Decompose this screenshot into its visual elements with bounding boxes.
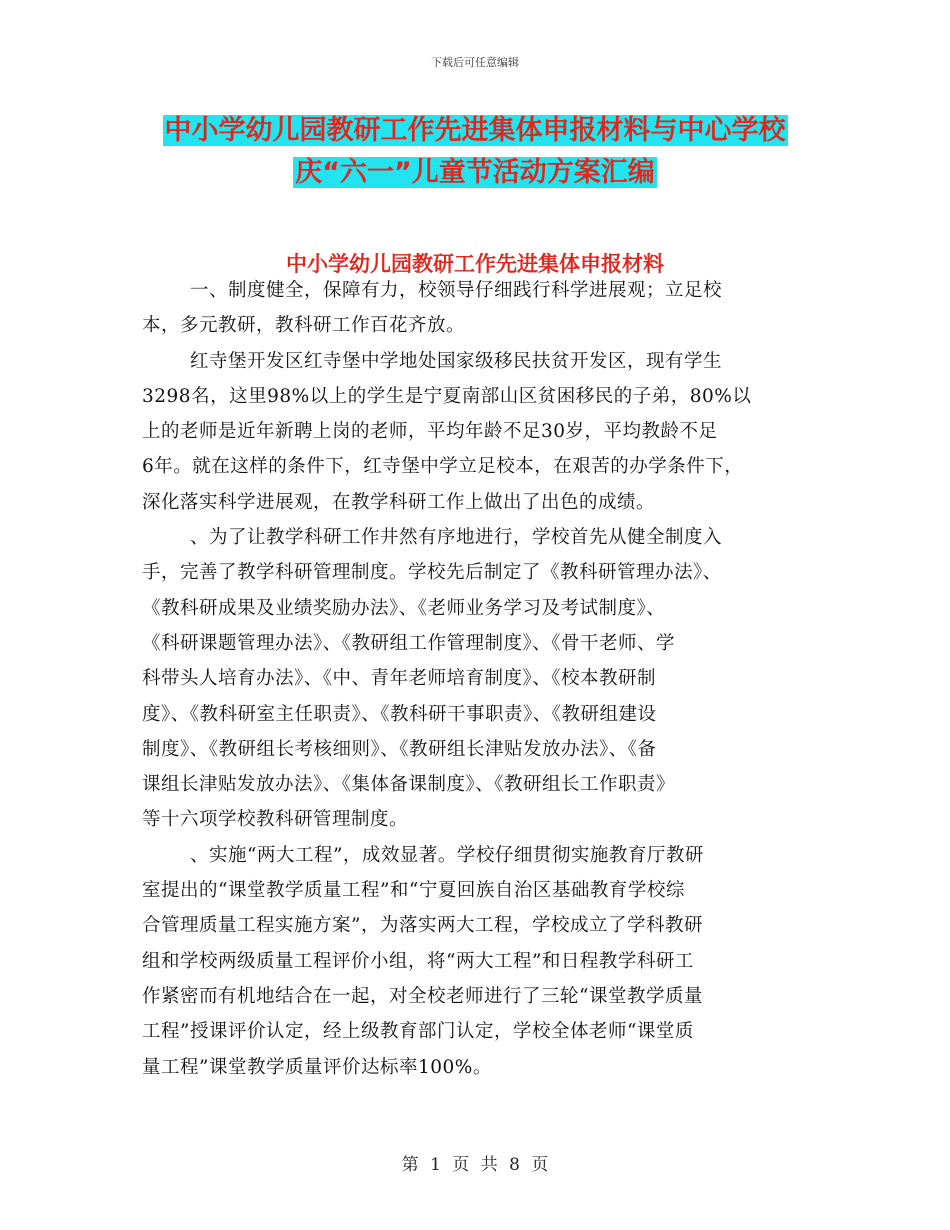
body-line: 、为了让教学科研工作井然有序地进行，学校首先从健全制度入 bbox=[190, 527, 723, 549]
body-line: 红寺堡开发区红寺堡中学地处国家级移民扶贫开发区，现有学生 bbox=[190, 350, 723, 372]
document-title-line-2 bbox=[0, 155, 950, 191]
body-line: 《教科研成果及业绩奖励办法》、《老师业务学习及考试制度》、 bbox=[142, 597, 666, 619]
body-line: 组和学校两级质量工程评价小组，将“两大工程”和日程教学科研工 bbox=[142, 950, 694, 972]
body-line: 工程”授课评价认定，经上级教育部门认定，学校全体老师“课堂质 bbox=[142, 1021, 694, 1043]
body-line: 一、制度健全，保障有力，校领导仔细践行科学进展观；立足校 bbox=[190, 280, 723, 301]
body-line: 课组长津贴发放办法》、《集体备课制度》、《教研组长工作职责》 bbox=[142, 774, 676, 796]
body-line: 3298名，这里98%以上的学生是宁夏南部山区贫困移民的子弟，80%以 bbox=[142, 385, 752, 407]
body-line: 量工程”课堂教学质量评价达标率100%。 bbox=[142, 1056, 492, 1078]
body-line: 、实施“两大工程”，成效显著。学校仔细贯彻实施教育厅教研 bbox=[190, 844, 704, 866]
section-title: 中小学幼儿园教研工作先进集体申报材料 bbox=[286, 252, 664, 276]
body-line: 《科研课题管理办法》、《教研组工作管理制度》、《骨干老师、学 bbox=[142, 632, 676, 654]
document-title-line-1 bbox=[0, 113, 950, 149]
body-line: 室提出的“课堂教学质量工程”和“宁夏回族自治区基础教育学校综 bbox=[142, 880, 685, 902]
body-line: 手，完善了教学科研管理制度。学校先后制定了《教科研管理办法》、 bbox=[142, 562, 722, 584]
body-line: 科带头人培育办法》、《中、青年老师培育制度》、《校本教研制 bbox=[142, 668, 657, 690]
body-line: 制度》、《教研组长考核细则》、《教研组长津贴发放办法》、《备 bbox=[142, 738, 657, 760]
document-title-text-2: 庆“六一”儿童节活动方案汇编 bbox=[295, 157, 655, 188]
page-footer: 第 1 页 共 8 页 bbox=[401, 1155, 549, 1175]
document-title-text-1: 中小学幼儿园教研工作先进集体申报材料与中心学校 bbox=[164, 115, 786, 146]
body-line: 合管理质量工程实施方案”，为落实两大工程，学校成立了学科教研 bbox=[142, 915, 703, 937]
body-text bbox=[142, 273, 832, 1085]
body-line: 深化落实科学进展观，在教学科研工作上做出了出色的成绩。 bbox=[142, 491, 656, 513]
body-line: 上的老师是近年新聘上岗的老师，平均年龄不足30岁，平均教龄不足 bbox=[142, 421, 718, 443]
body-line: 度》、《教科研室主任职责》、《教科研干事职责》、《教研组建设 bbox=[142, 703, 657, 725]
header-note: 下载后可任意编辑 bbox=[431, 56, 519, 69]
body-line: 作紧密而有机地结合在一起，对全校老师进行了三轮“课堂教学质量 bbox=[142, 985, 703, 1007]
body-line: 等十六项学校教科研管理制度。 bbox=[142, 809, 409, 831]
body-line: 6年。就在这样的条件下，红寺堡中学立足校本，在艰苦的办学条件下， bbox=[142, 456, 744, 478]
body-line: 本，多元教研，教科研工作百花齐放。 bbox=[142, 315, 466, 337]
